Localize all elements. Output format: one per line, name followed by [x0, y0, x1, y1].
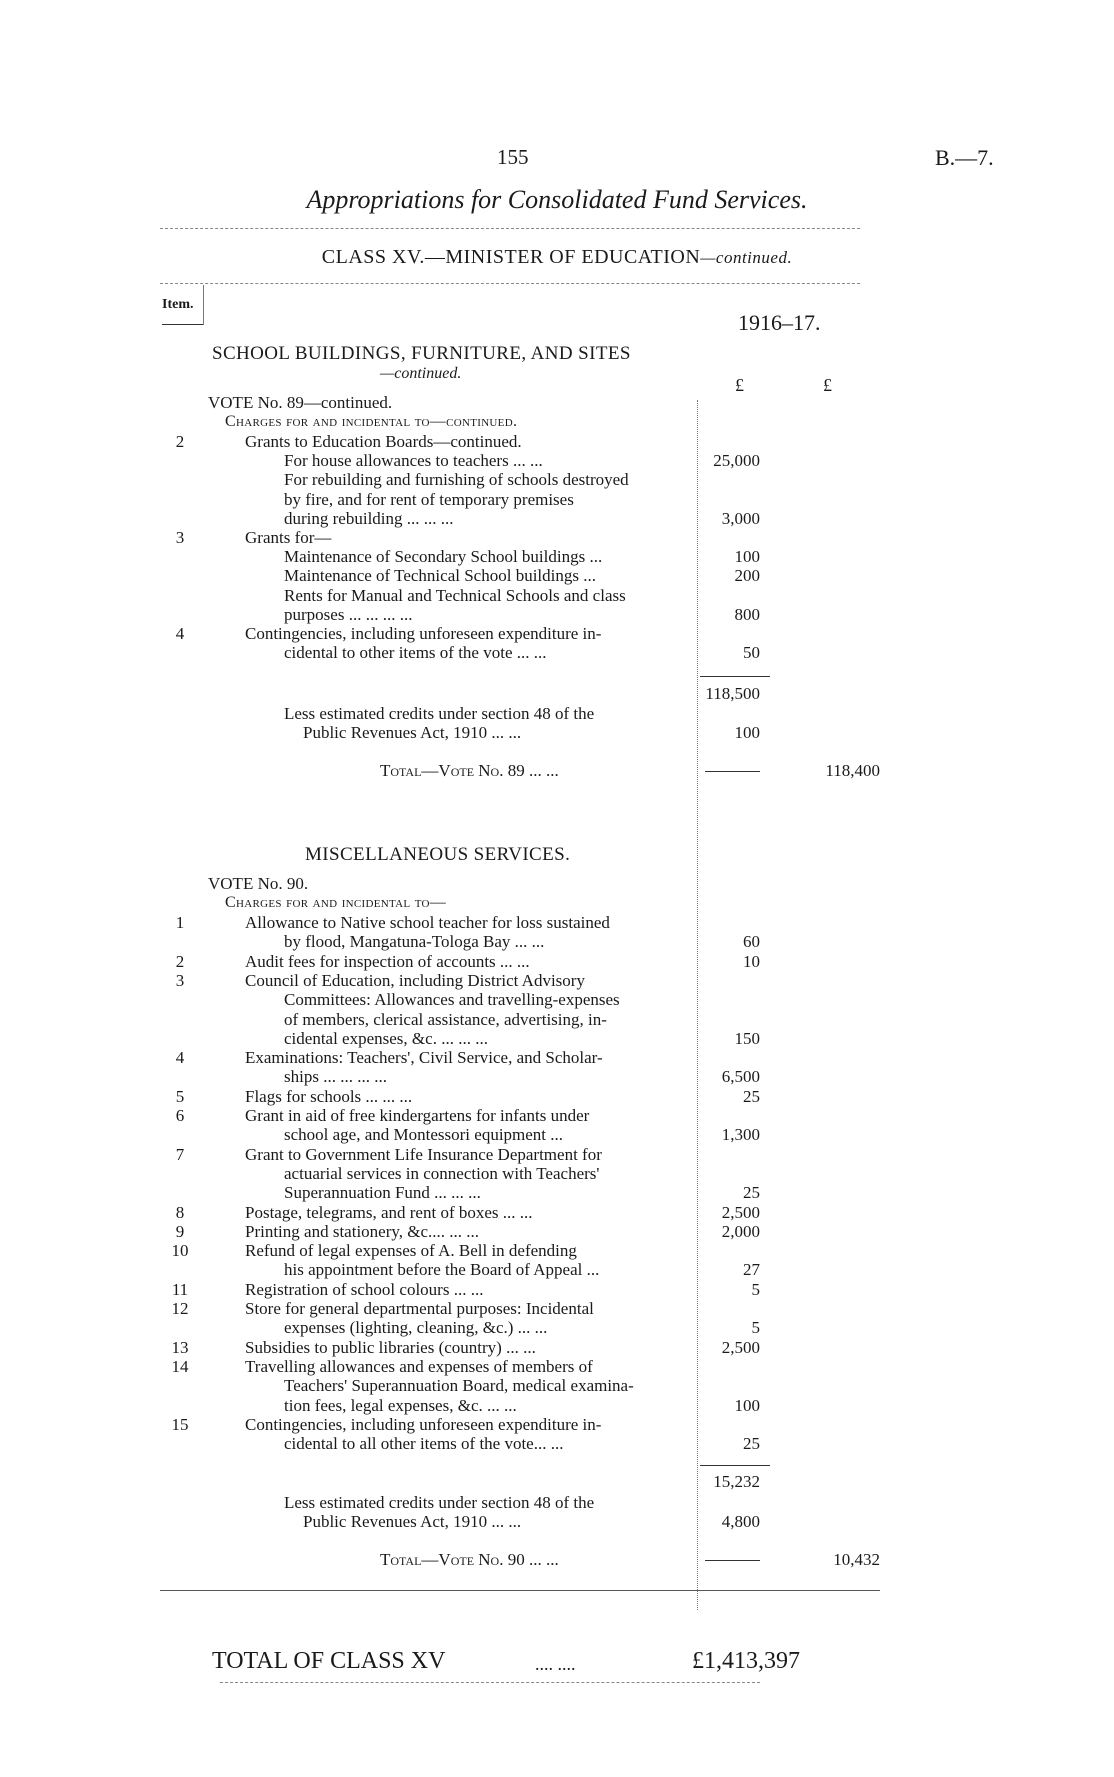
item-description: Postage, telegrams, and rent of boxes ... ... — [245, 1202, 533, 1222]
item-description: Printing and stationery, &c.... ... ... — [245, 1221, 480, 1241]
class-heading-text: CLASS XV.—MINISTER OF EDUCATION — [321, 246, 701, 268]
item-description: For house allowances to teachers ... ... — [284, 451, 543, 471]
item-number: 12 — [171, 1299, 189, 1318]
section-b-total-rule — [705, 1560, 760, 1561]
section-b-total-amount: 10,432 — [833, 1550, 880, 1569]
item-description: Refund of legal expenses of A. Bell in defending — [245, 1241, 577, 1261]
item-number: 9 — [175, 1221, 185, 1241]
item-amount: 200 — [734, 566, 760, 586]
bottom-rule — [220, 1682, 760, 1683]
table-row — [160, 1396, 690, 1415]
class-heading-continued: —continued. — [700, 248, 793, 267]
item-description: Contingencies, including unforeseen expenditure in- — [245, 624, 602, 643]
table-row — [160, 1280, 690, 1299]
item-description: Store for general departmental purposes: Incidental — [245, 1299, 594, 1318]
section-b-vote: VOTE No. 90. — [208, 874, 309, 893]
grand-total-label: TOTAL OF CLASS XV — [212, 1648, 446, 1674]
item-underline — [162, 324, 203, 325]
table-row — [160, 1067, 690, 1086]
item-amount: 60 — [743, 932, 760, 952]
item-description: Committees: Allowances and travelling-expenses — [284, 990, 620, 1010]
item-description: Allowance to Native school teacher for loss sustained — [245, 913, 610, 932]
item-description: cidental expenses, &c. ... ... ... — [284, 1028, 488, 1048]
item-amount: 25 — [743, 1183, 760, 1203]
item-description: tion fees, legal expenses, &c. ... ... — [284, 1395, 517, 1415]
table-row — [160, 1434, 690, 1453]
table-row — [160, 1145, 690, 1164]
item-amount: 5 — [751, 1318, 760, 1338]
table-row — [160, 470, 690, 489]
item-description: Grant to Government Life Insurance Department for — [245, 1144, 602, 1164]
table-row — [160, 451, 690, 470]
item-description: Grant in aid of free kindergartens for infants under — [245, 1106, 590, 1125]
section-a-less-amount: 100 — [734, 723, 760, 742]
class-heading — [0, 246, 1114, 269]
table-row — [160, 1029, 690, 1048]
table-row — [160, 624, 690, 643]
item-amount: 5 — [751, 1279, 760, 1299]
page-number: 155 — [497, 145, 529, 169]
item-number: 4 — [175, 1048, 185, 1068]
item-number: 15 — [171, 1414, 189, 1434]
item-number: 11 — [171, 1279, 189, 1299]
item-amount: 2,500 — [721, 1337, 760, 1357]
table-row — [160, 432, 690, 451]
section-a-subtotal-rule — [700, 676, 770, 677]
table-row — [160, 990, 690, 1009]
document-reference: B.—7. — [935, 145, 994, 170]
table-row — [160, 952, 690, 971]
table-row — [160, 643, 690, 662]
table-row — [160, 1106, 690, 1125]
table-row — [160, 1164, 690, 1183]
item-number: 10 — [171, 1241, 189, 1261]
item-amount: 10 — [743, 951, 760, 971]
item-description: school age, and Montessori equipment ... — [284, 1125, 564, 1145]
item-amount: 150 — [734, 1028, 760, 1048]
section-a-total-rule — [705, 771, 760, 772]
item-amount: 25 — [743, 1086, 760, 1106]
item-description: purposes ... ... ... ... — [284, 604, 413, 624]
item-description: Council of Education, including District Advisory — [245, 970, 585, 990]
section-b-subtotal-rule — [700, 1465, 770, 1466]
item-number: 14 — [171, 1356, 189, 1376]
item-description: Contingencies, including unforeseen expenditure in- — [245, 1414, 602, 1434]
item-number: 8 — [175, 1202, 185, 1222]
item-amount: 1,300 — [721, 1125, 760, 1145]
item-description: Maintenance of Secondary School buildings ... — [284, 547, 603, 567]
grand-total-rule — [160, 1590, 880, 1591]
item-description: Examinations: Teachers', Civil Service, and Scholar- — [245, 1048, 603, 1068]
item-column-rule — [203, 285, 204, 325]
item-description: Subsidies to public libraries (country) ... ... — [245, 1337, 536, 1357]
table-row — [160, 528, 690, 547]
item-number: 6 — [175, 1106, 185, 1125]
section-a-less-line1: Less estimated credits under section 48 of the — [284, 704, 595, 723]
year-header: 1916–17. — [738, 310, 821, 335]
table-row — [160, 1048, 690, 1067]
item-description: Grants for— — [245, 528, 332, 547]
table-row — [160, 1376, 690, 1395]
item-number: 2 — [175, 432, 185, 451]
section-a-vote: VOTE No. 89—continued. — [208, 393, 393, 412]
amount-column-rule — [697, 400, 698, 1610]
currency-right: £ — [823, 375, 832, 395]
item-description: Registration of school colours ... ... — [245, 1279, 484, 1299]
table-row — [160, 1203, 690, 1222]
item-number: 13 — [171, 1337, 189, 1357]
item-number: 1 — [175, 913, 185, 932]
item-description: Superannuation Fund ... ... ... — [284, 1183, 481, 1203]
item-number: 7 — [175, 1144, 185, 1164]
heading-rule — [160, 283, 860, 284]
item-number: 4 — [175, 624, 185, 643]
section-a-subtotal: 118,500 — [705, 684, 760, 703]
item-number: 5 — [175, 1086, 185, 1106]
item-amount: 6,500 — [721, 1067, 760, 1087]
item-description: expenses (lighting, cleaning, &c.) ... ... — [284, 1318, 548, 1338]
section-a-continued: —continued. — [380, 365, 462, 382]
grand-total-amount: £1,413,397 — [692, 1648, 800, 1674]
section-b-total-label: Total—Vote No. 90 ... ... — [380, 1550, 559, 1569]
item-amount: 100 — [734, 547, 760, 567]
table-row — [160, 566, 690, 585]
item-column-header: Item. — [162, 297, 194, 312]
item-amount: 3,000 — [721, 508, 760, 528]
section-b-less-line1: Less estimated credits under section 48 of the — [284, 1493, 595, 1512]
table-row — [160, 1318, 690, 1337]
item-description: Grants to Education Boards—continued. — [245, 432, 522, 451]
table-row — [160, 1260, 690, 1279]
table-row — [160, 547, 690, 566]
section-a-charges: Charges for and incidental to—continued. — [225, 413, 518, 430]
section-b-subtotal: 15,232 — [713, 1472, 760, 1491]
section-a-total-label: Total—Vote No. 89 ... ... — [380, 761, 559, 780]
item-description: of members, clerical assistance, advertising, in- — [284, 1009, 607, 1029]
item-description: For rebuilding and furnishing of schools destroyed — [284, 470, 629, 490]
item-description: cidental to all other items of the vote... ... — [284, 1434, 564, 1454]
item-description: during rebuilding ... ... ... — [284, 508, 454, 528]
item-amount: 800 — [734, 604, 760, 624]
section-a-less-line2: Public Revenues Act, 1910 ... ... — [303, 723, 522, 742]
section-b-less-amount: 4,800 — [721, 1512, 760, 1531]
title-rule — [160, 228, 860, 229]
item-number: 2 — [175, 951, 185, 971]
table-row — [160, 1338, 690, 1357]
currency-left: £ — [735, 375, 744, 395]
item-description: Teachers' Superannuation Board, medical examina- — [284, 1376, 634, 1396]
item-description: actuarial services in connection with Teachers' — [284, 1163, 600, 1183]
grand-total-dots: .... .... — [535, 1654, 576, 1674]
table-row — [160, 932, 690, 951]
table-row — [160, 1222, 690, 1241]
section-b-charges: Charges for and incidental to— — [225, 894, 447, 911]
table-row — [160, 1087, 690, 1106]
page-title: Appropriations for Consolidated Fund Services. — [306, 185, 808, 214]
item-number: 3 — [175, 970, 185, 990]
item-number: 3 — [175, 528, 185, 547]
table-row — [160, 1241, 690, 1260]
item-amount: 2,000 — [721, 1221, 760, 1241]
item-description: by flood, Mangatuna-Tologa Bay ... ... — [284, 932, 545, 952]
table-row — [160, 1010, 690, 1029]
item-amount: 25,000 — [713, 451, 760, 471]
item-amount: 2,500 — [721, 1202, 760, 1222]
table-row — [160, 1415, 690, 1434]
table-row — [160, 1183, 690, 1202]
item-description: Audit fees for inspection of accounts ... ... — [245, 951, 530, 971]
item-description: Travelling allowances and expenses of members of — [245, 1356, 593, 1376]
section-b-less-line2: Public Revenues Act, 1910 ... ... — [303, 1512, 522, 1531]
item-description: Flags for schools ... ... ... — [245, 1086, 413, 1106]
table-row — [160, 509, 690, 528]
item-description: by fire, and for rent of temporary premises — [284, 489, 574, 509]
table-row — [160, 1357, 690, 1376]
item-amount: 25 — [743, 1434, 760, 1454]
table-row — [160, 913, 690, 932]
item-description: Rents for Manual and Technical Schools and class — [284, 585, 626, 605]
table-row — [160, 1299, 690, 1318]
item-amount: 50 — [743, 643, 760, 663]
item-description: ships ... ... ... ... — [284, 1067, 387, 1087]
table-row — [160, 971, 690, 990]
item-amount: 27 — [743, 1260, 760, 1280]
section-a-title: SCHOOL BUILDINGS, FURNITURE, AND SITES — [212, 343, 631, 364]
section-b-title: MISCELLANEOUS SERVICES. — [305, 844, 571, 865]
table-row — [160, 1125, 690, 1144]
table-row — [160, 586, 690, 605]
item-description: cidental to other items of the vote ... ... — [284, 643, 547, 663]
table-row — [160, 490, 690, 509]
section-a-total-amount: 118,400 — [825, 761, 880, 780]
table-row — [160, 605, 690, 624]
item-description: Maintenance of Technical School buildings ... — [284, 566, 596, 586]
item-amount: 100 — [734, 1395, 760, 1415]
item-description: his appointment before the Board of Appeal ... — [284, 1260, 600, 1280]
